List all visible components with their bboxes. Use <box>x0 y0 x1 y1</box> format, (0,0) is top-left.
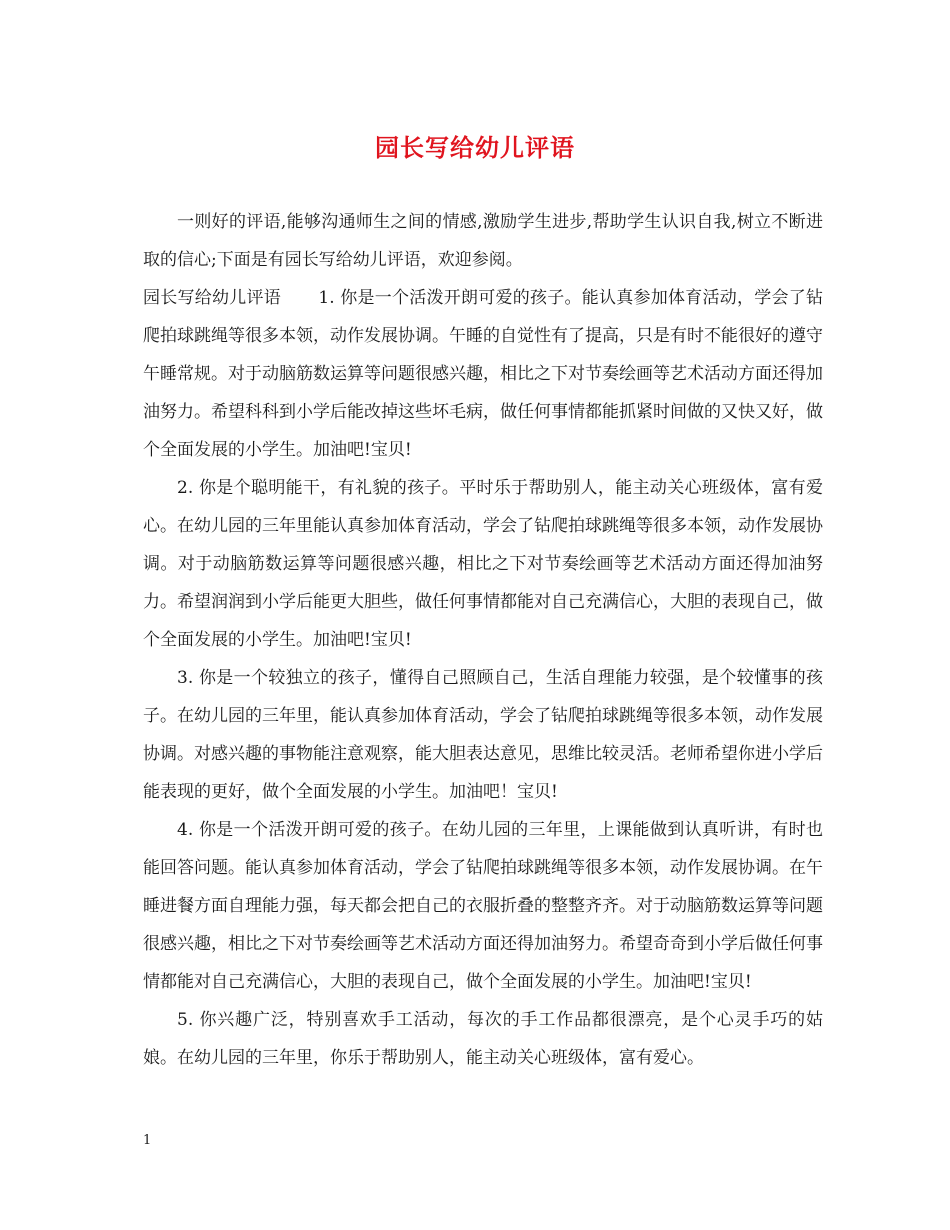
page-number: 1 <box>143 1133 152 1148</box>
comment-paragraph-5: 5. 你兴趣广泛，特别喜欢手工活动，每次的手工作品都很漂亮，是个心灵手巧的姑娘。在幼儿园的三年里，你乐于帮助别人，能主动关心班级体，富有爱心。 <box>143 1010 823 1068</box>
comment-paragraph-2: 2. 你是个聪明能干，有礼貌的孩子。平时乐于帮助别人，能主动关心班级体，富有爱心。在幼儿园的三年里能认真参加体育活动，学会了钻爬拍球跳绳等很多本领，动作发展协调。对于动脑筋数运算等问题很感兴趣，相比之下对节奏绘画等艺术活动方面还得加油努力。希望润润到小学后能更大胆些，做任何事情都能对自己充满信心，大胆的表现自己，做个全面发展的小学生。加油吧!宝贝! <box>143 478 823 650</box>
comment-paragraph-4: 4. 你是一个活泼开朗可爱的孩子。在幼儿园的三年里，上课能做到认真听讲，有时也能回答问题。能认真参加体育活动，学会了钻爬拍球跳绳等很多本领，动作发展协调。在午睡进餐方面自理能力强，每天都会把自己的衣服折叠的整整齐齐。对于动脑筋数运算等问题很感兴趣，相比之下对节奏绘画等艺术活动方面还得加油努力。希望奇奇到小学后做任何事情都能对自己充满信心，大胆的表现自己，做个全面发展的小学生。加油吧!宝贝! <box>143 820 823 992</box>
comment-paragraph-3: 3. 你是一个较独立的孩子，懂得自己照顾自己，生活自理能力较强，是个较懂事的孩子。在幼儿园的三年里，能认真参加体育活动，学会了钻爬拍球跳绳等很多本领，动作发展协调。对感兴趣的事物能注意观察，能大胆表达意见，思维比较灵活。老师希望你进小学后能表现的更好，做个全面发展的小学生。加油吧！宝贝! <box>143 668 823 802</box>
document-title: 园长写给幼儿评语 <box>375 133 575 162</box>
comment-paragraph-1 <box>143 279 823 469</box>
intro-paragraph: 一则好的评语,能够沟通师生之间的情感,激励学生进步,帮助学生认识自我,树立不断进取的信心;下面是有园长写给幼儿评语，欢迎参阅。 <box>143 212 823 270</box>
comment-text-1: 1. 你是一个活泼开朗可爱的孩子。能认真参加体育活动，学会了钻爬拍球跳绳等很多本领，动作发展协调。午睡的自觉性有了提高，只是有时不能很好的遵守午睡常规。对于动脑筋数运算等问题很感兴趣，相比之下对节奏绘画等艺术活动方面还得加油努力。希望科科到小学后能改掉这些坏毛病，做任何事情都能抓紧时间做的又快又好，做个全面发展的小学生。加油吧!宝贝! <box>143 288 824 460</box>
document-body <box>143 203 823 1077</box>
section-label: 园长写给幼儿评语 <box>143 288 281 308</box>
